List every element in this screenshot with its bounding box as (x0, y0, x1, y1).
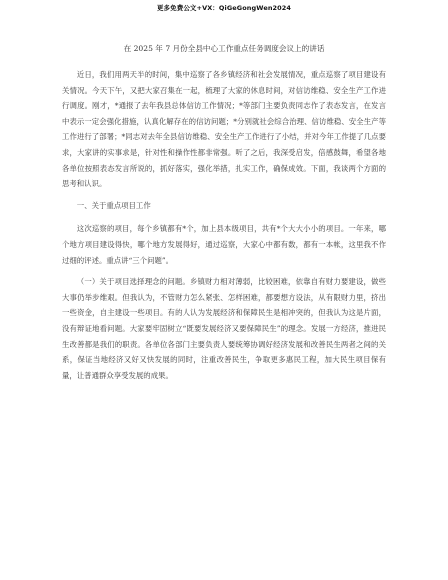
section-paragraph-2: （一）关于项目选择理念的问题。乡镇财力相对薄弱，比较困难，依靠自有财力要建设，做些大事仍举步维艰。但我认为，不管财力怎么紧张、怎样困难，都要想方设法，从有限财力里，挤出一些资金，自主建设一些项目。有的人认为发展经济和保障民生是相冲突的，但我认为这是片面，没有辩证地看问题。大家要牢固树立“既要发展经济又要保障民生”的理念。发展一方经济，推进民生改善都是我们的职责。各单位各部门主要负责人要统筹协调好经济发展和改善民生两者之间的关系，保证当地经济又好又快发展的同时，注重改善民生，争取更多惠民工程，加大民生项目保有量，让普通群众享受发展的成果。 (62, 277, 386, 380)
promo-banner: 更多免费公文+VX：QiGeGongWen2024 (156, 4, 292, 12)
section-heading: 一、关于重点项目工作 (76, 200, 151, 210)
section-paragraph-1: 这次巡察的项目，每个乡镇都有*个，加上县本级项目，共有*个大大小小的项目。一年来，哪个地方项目建设得快，哪个地方发展得好，通过巡察，大家心中都有数，都有一本帐，这里我不作过细的评述。重点讲“三个问题”。 (62, 224, 386, 265)
intro-paragraph: 近日，我们用两天半的时间，集中巡察了各乡镇经济和社会发展情况，重点巡察了项目建设有关情况。今天下午，又把大家召集在一起，梳理了大家的休息时间，对信访维稳、安全生产工作进行调度。刚才，*通报了去年我县总体信访工作情况；*等部门主要负责同志作了表态发言，在发言中表示一定会强化措施，认真化解存在的信访问题；*分别就社会综合治理、信访维稳、安全生产等工作进行了部署；*同志对去年全县信访维稳、安全生产工作进行了小结，并对今年工作提了几点要求，大家讲的实事求是，针对性和操作性都非常强。听了之后，我深受启发，倍感鼓舞，希望各地各单位按照表态发言所说的，抓好落实，强化举措，扎实工作，确保成效。下面，我谈两个方面的思考和认识。 (62, 70, 386, 189)
document-title: 在 2025 年 7 月份全县中心工作重点任务调度会议上的讲话 (123, 44, 325, 53)
document-body (62, 67, 386, 383)
